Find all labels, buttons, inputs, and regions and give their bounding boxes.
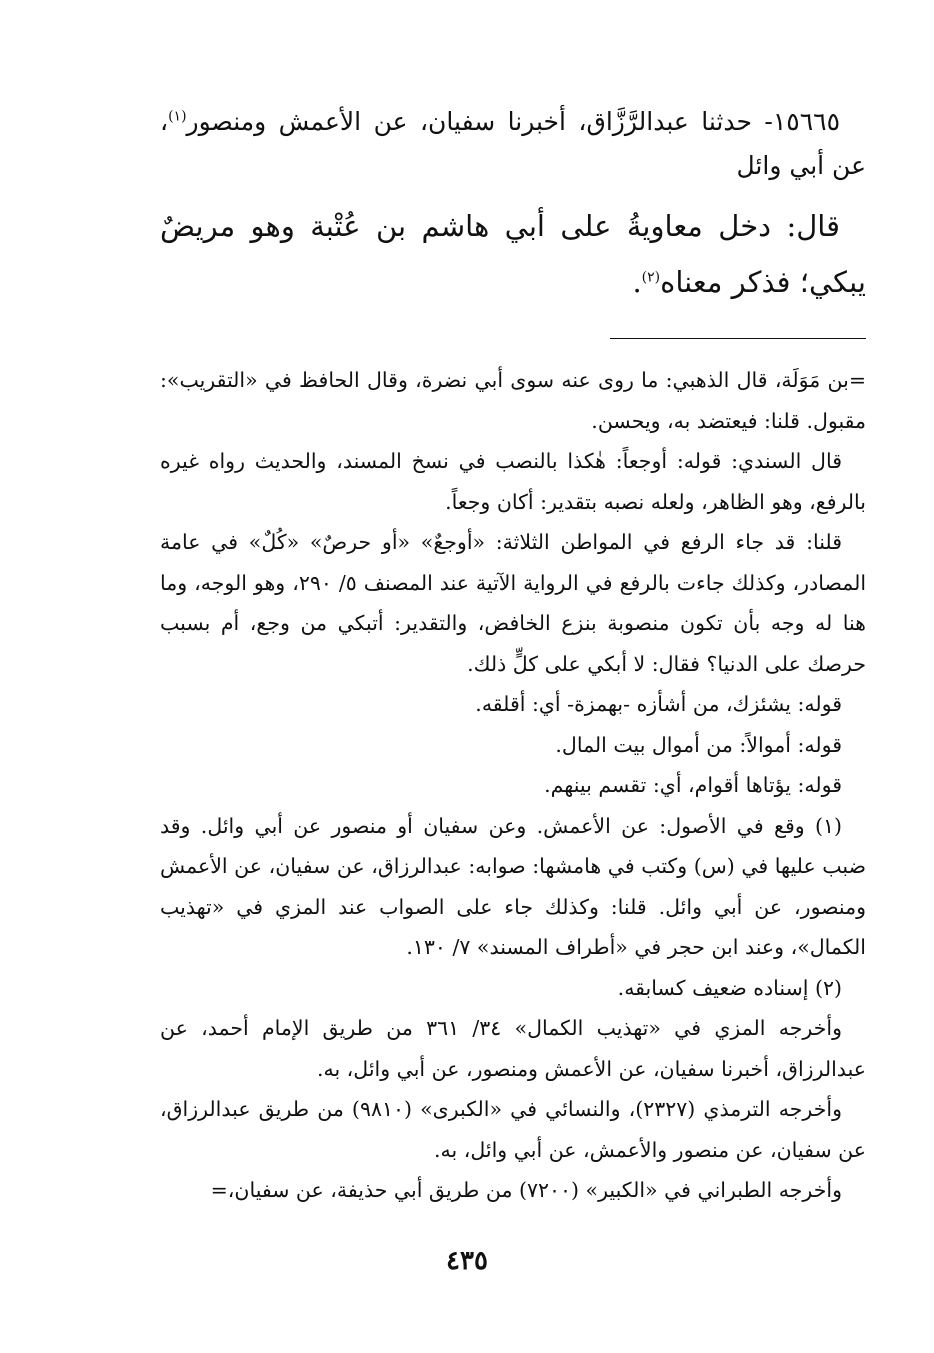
footnote-paragraph: وأخرجه الترمذي (٢٣٢٧)، والنسائي في «الكبرى» (٩٨١٠) من طريق عبدالرزاق، عن سفيان، عن منصور والأعمش، عن أبي وائل، به. xyxy=(160,1097,866,1162)
footnote-paragraph: =بن مَوَلَة، قال الذهبي: ما روى عنه سوى أبي نضرة، وقال الحافظ في «التقريب»: مقبول. قلنا: فيعتضد به، ويحسن. xyxy=(160,368,866,433)
isnad-text: ١٥٦٦٥- حدثنا عبدالرَّزَّاق، أخبرنا سفيان، عن الأعمش ومنصور xyxy=(186,107,840,136)
footnote-paragraph: قوله: يؤتاها أقوام، أي: تقسم بينهم. xyxy=(544,773,842,797)
footnote-paragraph: قلنا: قد جاء الرفع في المواطن الثلاثة: «أوجعٌ» «أو حرصٌ» «كُلٌ» في عامة المصادر، وكذلك جاءت بالرفع في الرواية الآتية عند المصنف ٥/ ٢٩٠، وهو الوجه، وما هنا له وجه بأن تكون منصوبة بنزع الخافض، والتقدير: أتبكي من وجع، أم بسبب حرصك على الدنيا؟ فقال: لا أبكي على كلٍّ ذلك. xyxy=(160,530,867,676)
page-number: ٤٣٥ xyxy=(446,1246,488,1276)
footnote-paragraph: وأخرجه المزي في «تهذيب الكمال» ٣٤/ ٣٦١ من طريق الإمام أحمد، عن عبدالرزاق، أخبرنا سفيان، عن الأعمش ومنصور، عن أبي وائل، به. xyxy=(160,1016,866,1081)
footnote-paragraph: قوله: أموالاً: من أموال بيت المال. xyxy=(555,732,842,757)
footnotes-block xyxy=(160,360,866,1211)
isnad-paragraph xyxy=(160,100,866,188)
footnote-paragraph: قال السندي: قوله: أوجعاً: هٰكذا بالنصب في نسخ المسند، والحديث رواه غيره بالرفع، وهو الظاهر، ولعله نصبه بتقدير: أكان وجعاً. xyxy=(160,449,866,514)
footnote-paragraph: وأخرجه الطبراني في «الكبير» (٧٢٠٠) من طريق أبي حذيفة، عن سفيان،= xyxy=(210,1178,842,1202)
footnote-separator xyxy=(610,338,866,339)
footnote-marker-2: (٢) xyxy=(641,269,661,286)
hadith-paragraph xyxy=(160,198,866,310)
main-text-block xyxy=(160,100,866,310)
footnote-1: (١) وقع في الأصول: عن الأعمش. وعن سفيان أو منصور عن أبي وائل. وقد ضبب عليها في (س) وكتب في هامشها: صوابه: عبدالرزاق، عن سفيان، عن الأعمش ومنصور، عن أبي وائل. قلنا: وكذلك جاء على الصواب عند المزي في «تهذيب الكمال»، وعند ابن حجر في «أطراف المسند» ٧/ ١٣٠. xyxy=(160,813,866,959)
isnad-tail: ، عن أبي وائل xyxy=(160,107,866,180)
hadith-text: قال: دخل معاويةُ على أبي هاشم بن عُتْبة وهو مريضٌ يبكي؛ فذكر معناه xyxy=(160,209,866,299)
footnote-marker-1: (١) xyxy=(168,108,187,125)
footnote-2: (٢) إسناده ضعيف كسابقه. xyxy=(617,975,842,1000)
footnote-paragraph: قوله: يشئزك، من أشأزه -بهمزة- أي: أقلقه. xyxy=(475,692,842,716)
hadith-end: . xyxy=(632,265,642,299)
